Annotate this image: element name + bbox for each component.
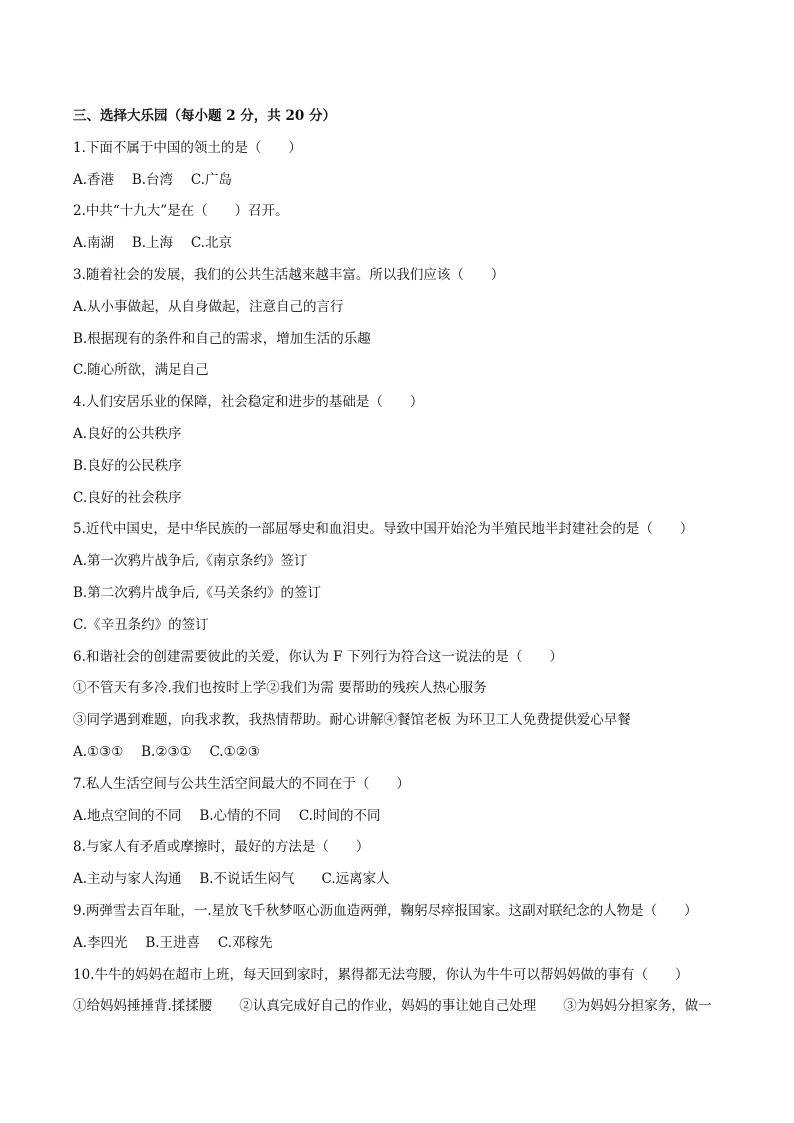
question-1: 1.下面不属于中国的领土的是（ ）: [73, 139, 302, 156]
question-section: [73, 101, 733, 1023]
question-7: 7.私人生活空间与公共生活空间最大的不同在于（ ）: [73, 775, 410, 792]
question-3-option-a: A.从小事做起，从自身做起，注意自己的言行: [73, 298, 344, 315]
question-8-options: A.主动与家人沟通 B.不说话生闷气 C.远离家人: [73, 871, 390, 888]
question-5-option-c: C.《辛丑条约》的签订: [73, 616, 209, 633]
question-6-options: A.①③① B.②③① C.①②③: [73, 743, 260, 760]
question-5-option-b: B.第二次鸦片战争后,《马关条约》的签订: [73, 584, 322, 601]
question-7-options: A.地点空间的不同 B.心情的不同 C.时间的不同: [73, 807, 381, 824]
question-3-option-c: C.随心所欲，满足自己: [73, 362, 209, 379]
question-5-option-a: A.第一次鸦片战争后,《南京条约》签订: [73, 553, 308, 570]
question-8: 8.与家人有矛盾或摩擦时，最好的方法是（ ）: [73, 839, 370, 856]
question-1-options: A.香港 B.台湾 C.广岛: [73, 171, 232, 188]
question-4-option-a: A.良好的公共秩序: [73, 425, 182, 442]
question-4: 4.人们安居乐业的保障，社会稳定和进步的基础是（ ）: [73, 394, 424, 411]
question-2: 2.中共“十九大”是在（ ）召开。: [73, 203, 289, 220]
question-4-option-b: B.良好的公民秩序: [73, 457, 182, 474]
question-6: 6.和谐社会的创建需要彼此的关爱，你认为 F 下列行为符合这一说法的是（ ）: [73, 648, 563, 665]
question-9: 9.两弹雪去百年耻，一.星放飞千秋梦呕心沥血造两弹，鞠躬尽瘁报国家。这副对联纪念的人物是（ ）: [73, 902, 698, 919]
question-6-statements-1: ①不管天有多冷.我们也按时上学②我们为需 要帮助的残疾人热心服务: [73, 680, 487, 697]
question-5: 5.近代中国史，是中华民族的一部屈辱史和血泪史。导致中国开始沦为半殖民地半封建社会的是（ ）: [73, 521, 694, 538]
section-title: 三、选择大乐园（每小题 2 分，共 20 分）: [73, 108, 336, 124]
question-2-options: A.南湖 B.上海 C.北京: [73, 235, 232, 252]
question-3: 3.随着社会的发展，我们的公共生活越来越丰富。所以我们应该（ ）: [73, 266, 505, 283]
question-10-statements: ①给妈妈捶捶背.揉揉腰 ②认真完成好自己的作业，妈妈的事让她自己处理 ③为妈妈分担家务，做一: [73, 998, 712, 1015]
question-4-option-c: C.良好的社会秩序: [73, 489, 182, 506]
question-3-option-b: B.根据现有的条件和自己的需求，增加生活的乐趣: [73, 330, 371, 347]
question-6-statements-2: ③同学遇到难题，向我求教，我热情帮助。耐心讲解④餐馆老板 为环卫工人免费提供爱心早餐: [73, 712, 631, 729]
question-10: 10.牛牛的妈妈在超市上班，每天回到家时，累得都无法弯腰，你认为牛牛可以帮妈妈做的事有（ ）: [73, 966, 689, 983]
question-9-options: A.李四光 B.王进喜 C.邓稼先: [73, 934, 273, 951]
